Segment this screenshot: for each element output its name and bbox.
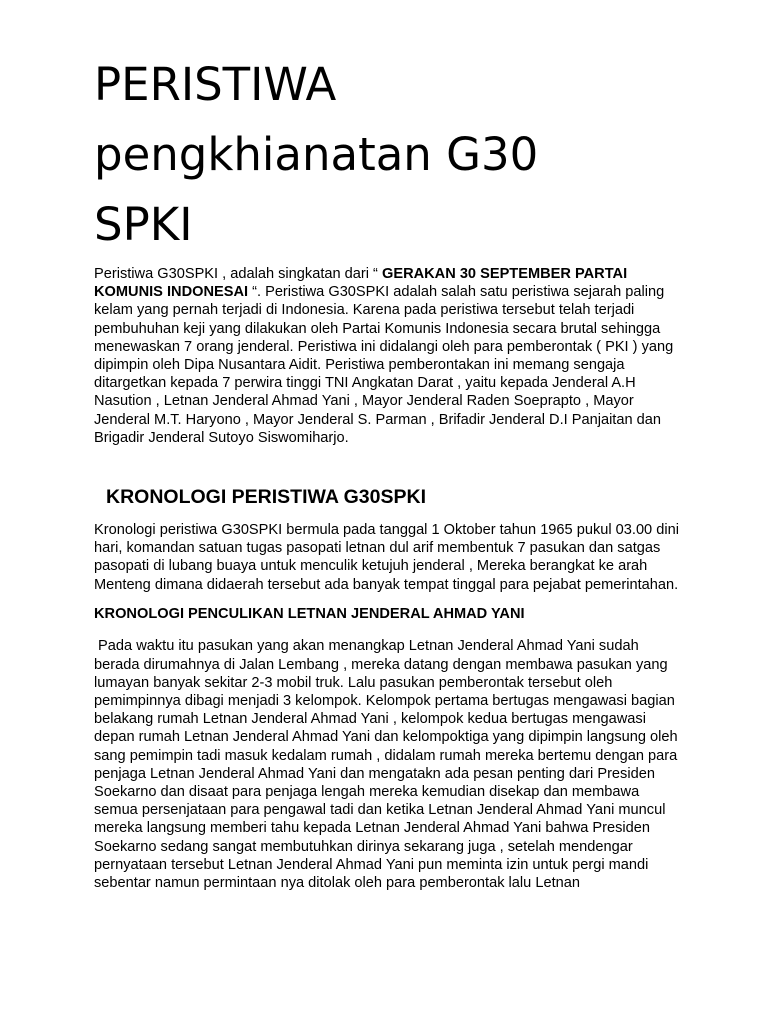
title-line-1: PERISTIWA <box>94 58 337 111</box>
subsection-heading: KRONOLOGI PENCULIKAN LETNAN JENDERAL AHMAD YANI <box>94 605 525 622</box>
intro-paragraph <box>94 265 680 447</box>
subsection-paragraph: Pada waktu itu pasukan yang akan menangkap Letnan Jenderal Ahmad Yani sudah berada dirumahnya di Jalan Lembang , mereka datang dengan membawa pasukan yang lumayan banyak sekitar 2-3 mobil truk. Lalu pasukan pemberontak tersebut oleh pemimpinnya dibagi menjadi 3 kelompok. Kelompok pertama bertugas mengawasi bagian belakang rumah Letnan Jenderal Ahmad Yani , kelompok kedua bertugas mengawasi depan rumah Letnan Jenderal Ahmad Yani dan kelompoktiga yang dipimpin langsung oleh sang pemimpin tadi masuk kedalam rumah , didalam rumah mereka bertemu dengan para penjaga Letnan Jenderal Ahmad Yani dan mengatakn ada pesan penting dari Presiden Soekarno dan disaat para penjaga lengah mereka kemudian disekap dan membawa semua persenjataan para pengawal tadi dan ketika Letnan Jenderal Ahmad Yani muncul mereka langsung memberi tahu kepada Letnan Jenderal Ahmad Yani bahwa Presiden Soekarno sedang sangat membutuhkan dirinya sekarang juga , setelah mendengar pernyataan tersebut Letnan Jenderal Ahmad Yani pun meminta izin untuk pergi mandi sebentar namun permintaan nya ditolak oleh para pemberontak lalu Letnan <box>94 638 678 892</box>
title-line-3: SPKI <box>94 198 193 251</box>
intro-rest: “. Peristiwa G30SPKI adalah salah satu peristiwa sejarah paling kelam yang pernah terjadi di Indonesia. Karena pada peristiwa tersebut telah terjadi pembuhuhan keji yang dilakukan oleh Partai Komunis Indonesia secara brutal sehingga menewaskan 7 orang jenderal. Peristiwa ini didalangi oleh para pemberontak ( PKI ) yang dipimpin oleh Dipa Nusantara Aidit. Peristiwa pemberontakan ini memang sengaja ditargetkan kepada 7 perwira tinggi TNI Angkatan Darat , yaitu kepada Jenderal A.H Nasution , Letnan Jenderal Ahmad Yani , Mayor Jenderal Raden Soeprapto , Mayor Jenderal M.T. Haryono , Mayor Jenderal S. Parman , Brifadir Jenderal D.I Panjaitan dan Brigadir Jenderal Sutoyo Siswomiharjo. <box>94 284 674 446</box>
document-title <box>94 50 680 260</box>
document-page <box>94 50 680 892</box>
title-line-2: pengkhianatan G30 <box>94 128 539 181</box>
intro-bold-term: GERAKAN 30 SEPTEMBER PARTAI KOMUNIS INDONESAI <box>94 266 628 301</box>
section-paragraph: Kronologi peristiwa G30SPKI bermula pada tanggal 1 Oktober tahun 1965 pukul 03.00 dini hari, komandan satuan tugas pasopati letnan dul arif membentuk 7 pasukan dan satgas pasopati di lubang buaya untuk menculik ketujuh jenderal , Mereka berangkat ke arah Menteng dimana didaerah tersebut ada banyak tempat tinggal para pejabat pemerintahan. <box>94 522 679 593</box>
intro-lead: Peristiwa G30SPKI , adalah singkatan dari “ <box>94 266 382 282</box>
section-heading: KRONOLOGI PERISTIWA G30SPKI <box>106 486 426 509</box>
